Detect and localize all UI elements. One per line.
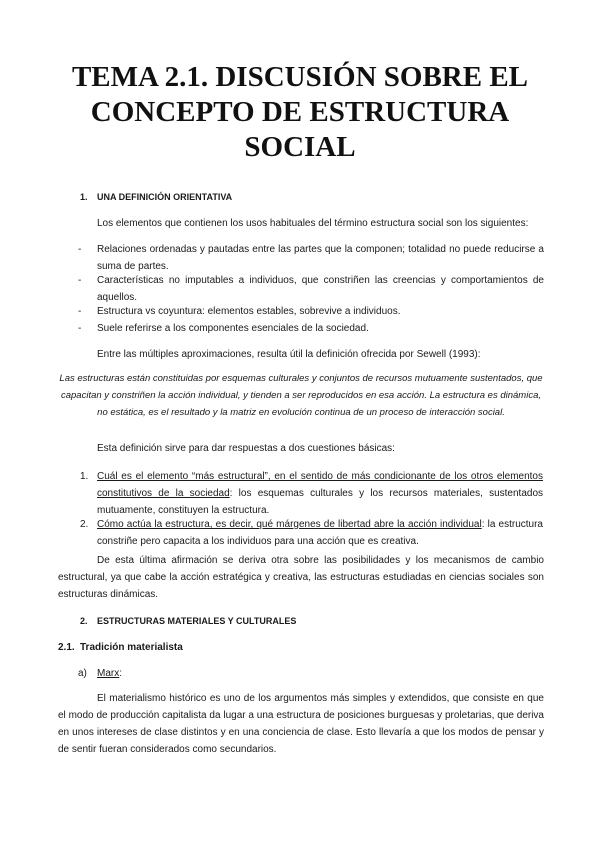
question-underlined: Cuál es el elemento “más estructural”, en el sentido de más condicionante de los otros elementos constitutivos de la sociedad	[97, 471, 543, 499]
bullet-marker: -	[78, 244, 82, 255]
section-1-intro: Los elementos que contienen los usos habituales del término estructura social son los siguientes:	[97, 218, 529, 229]
list-marker: a)	[78, 668, 87, 679]
bullet-marker: -	[78, 306, 82, 317]
title-line-1: TEMA 2.1. DISCUSIÓN SOBRE EL	[71, 61, 529, 93]
bullet-item: Suele referirse a los componentes esenciales de la sociedad.	[97, 323, 369, 334]
question-underlined: Cómo actúa la estructura, es decir, qué márgenes de libertad abre la acción individual	[97, 519, 482, 530]
question-item	[97, 516, 543, 550]
bullet-item: Características no imputables a individuos, que constriñen las creencias y comportamientos de aquellos.	[97, 275, 544, 303]
title-line-2: CONCEPTO DE ESTRUCTURA SOCIAL	[90, 96, 510, 163]
question-number: 2.	[80, 519, 89, 530]
sewell-quote: Las estructuras están constituidas por esquemas culturales y conjuntos de recursos mutuamente sustentados, que capacitan y constriñen la acción individual, y tienden a ser reproducidos en esa acción. La estructura es dinámica, no estática, es el resultado y la matriz en evolución continua de un proceso de interacción social.	[59, 373, 543, 418]
section-1-heading: UNA DEFINICIÓN ORIENTATIVA	[97, 192, 233, 202]
question-number: 1.	[80, 471, 89, 482]
questions-intro: Esta definición sirve para dar respuestas a dos cuestiones básicas:	[97, 443, 395, 454]
marx-label-text: Marx	[97, 668, 120, 679]
marx-paragraph: El materialismo histórico es uno de los argumentos más simples y extendidos, que consiste en que el modo de producción capitalista da lugar a una estructura de posiciones burguesas y proletarias, que deriva en unos intereses de clase distintos y en una conciencia de clase. Esto llevaría a que los modos de pensar y de sentir fueran considerados como secundarios.	[58, 693, 544, 755]
bullet-item: Estructura vs coyuntura: elementos estables, sobrevive a individuos.	[97, 306, 401, 317]
section-2-heading: ESTRUCTURAS MATERIALES Y CULTURALES	[97, 616, 297, 626]
question-rest: : los esquemas culturales y los recursos materiales, sustentados mutuamente, constituyen la estructura.	[97, 488, 544, 516]
document-title	[40, 60, 560, 165]
bullet-marker: -	[78, 323, 82, 334]
subsection-heading: Tradición materialista	[80, 642, 183, 653]
section-1-number: 1.	[80, 192, 88, 202]
sewell-intro: Entre las múltiples aproximaciones, resulta útil la definición ofrecida por Sewell (1993):	[97, 349, 481, 360]
subsection-number: 2.1.	[58, 642, 75, 653]
section-1-conclusion: De esta última afirmación se deriva otra sobre las posibilidades y los mecanismos de cambio estructural, ya que cabe la acción estratégica y creativa, las estructuras estudiadas en ciencias sociales son estructuras dinámicas.	[58, 555, 544, 600]
question-rest: : la estructura constriñe pero capacita a los individuos para una acción que es creativa.	[97, 519, 543, 547]
bullet-item: Relaciones ordenadas y pautadas entre las partes que la componen; totalidad no puede reducirse a suma de partes.	[97, 244, 544, 272]
marx-label	[97, 665, 122, 682]
marx-label-suffix: :	[119, 668, 123, 679]
bullet-marker: -	[78, 275, 82, 286]
section-2-number: 2.	[80, 616, 88, 626]
question-item	[97, 468, 543, 519]
